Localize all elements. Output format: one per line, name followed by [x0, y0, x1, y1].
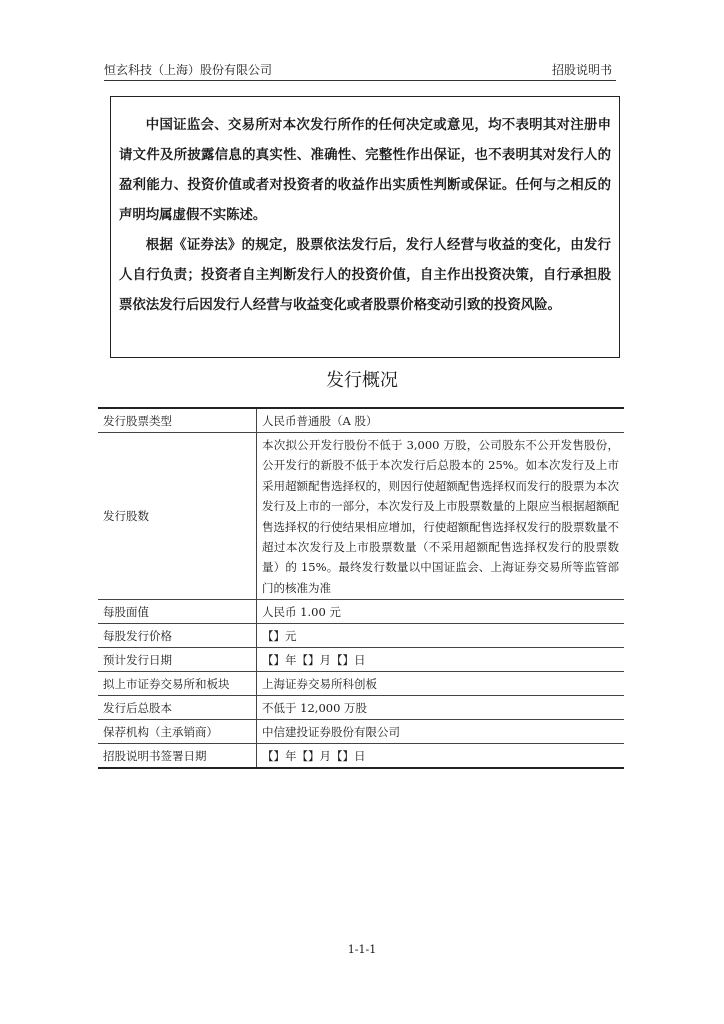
row-label: 发行后总股本 — [98, 696, 257, 720]
row-value: 【】元 — [257, 624, 625, 648]
notice-paragraph-1: 中国证监会、交易所对本次发行所作的任何决定或意见，均不表明其对注册申请文件及所披露信息的真实性、准确性、完整性作出保证，也不表明其对发行人的盈利能力、投资价值或者对投资者的收益作出实质性判断或保证。任何与之相反的声明均属虚假不实陈述。 — [119, 118, 611, 223]
row-label: 招股说明书签署日期 — [98, 744, 257, 769]
regulatory-notice-box — [110, 96, 620, 358]
row-value: 中信建投证券股份有限公司 — [257, 720, 625, 744]
row-label: 保荐机构（主承销商） — [98, 720, 257, 744]
table-row — [98, 433, 624, 600]
offering-summary-table — [98, 407, 624, 769]
row-label: 每股面值 — [98, 600, 257, 624]
company-name: 恒玄科技（上海）股份有限公司 — [104, 63, 273, 77]
row-label: 每股发行价格 — [98, 624, 257, 648]
page-number: 1-1-1 — [347, 943, 377, 956]
row-value: 本次拟公开发行股份不低于 3,000 万股，公司股东不公开发售股份，公开发行的新股不低于本次发行后总股本的 25%。如本次发行及上市采用超额配售选择权的，则因行使超额配售选择权而发行的股票为本次发行及上市的一部分，本次发行及上市股票数量的上限应当根据超额配售选择权的行使结果相应增加，行使超额配售选择权发行的股票数量不超过本次发行及上市股票数量（不采用超额配售选择权发行的股票数量）的 15%。最终发行数量以中国证监会、上海证券交易所等监管部门的核准为准 — [257, 433, 625, 600]
table-row — [98, 408, 624, 433]
section-title: 发行概况 — [326, 370, 398, 391]
row-label: 发行股数 — [98, 433, 257, 600]
row-value: 不低于 12,000 万股 — [257, 696, 625, 720]
row-value: 【】年【】月【】日 — [257, 744, 625, 769]
row-value: 【】年【】月【】日 — [257, 648, 625, 672]
notice-paragraph-2: 根据《证券法》的规定，股票依法发行后，发行人经营与收益的变化，由发行人自行负责；投资者自主判断发行人的投资价值，自主作出投资决策，自行承担股票依法发行后因发行人经营与收益变化或者股票价格变动引致的投资风险。 — [119, 238, 611, 313]
table-row — [98, 744, 624, 769]
table-row — [98, 648, 624, 672]
page-header — [104, 60, 616, 81]
row-value: 人民币 1.00 元 — [257, 600, 625, 624]
row-value: 人民币普通股（A 股） — [257, 408, 625, 433]
table-row — [98, 624, 624, 648]
table-row — [98, 600, 624, 624]
row-label: 发行股票类型 — [98, 408, 257, 433]
table-row — [98, 672, 624, 696]
row-value: 上海证券交易所科创板 — [257, 672, 625, 696]
row-label: 预计发行日期 — [98, 648, 257, 672]
row-label: 拟上市证券交易所和板块 — [98, 672, 257, 696]
document-type: 招股说明书 — [551, 63, 612, 77]
table-row — [98, 696, 624, 720]
table-row — [98, 720, 624, 744]
